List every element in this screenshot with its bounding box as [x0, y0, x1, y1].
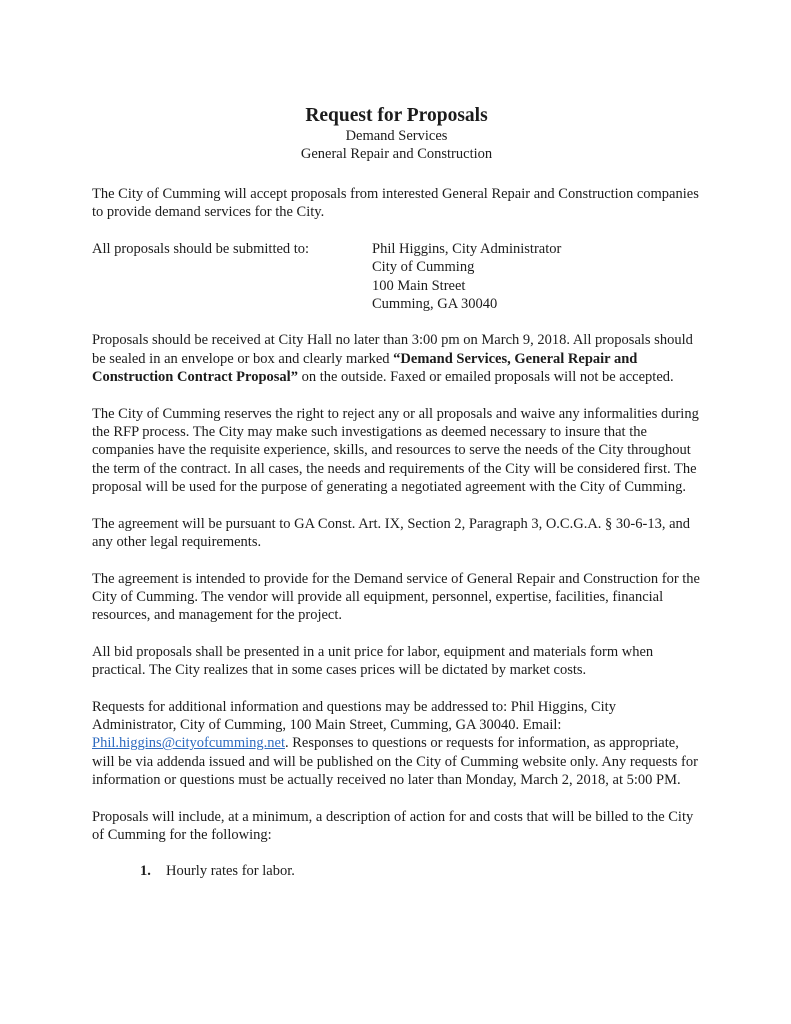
paragraph-pursuant: The agreement will be pursuant to GA Const. Art. IX, Section 2, Paragraph 3, O.C.G.A. § 30-6-13, and any other legal requirements.	[92, 515, 691, 551]
paragraph-reserves-rights: The City of Cumming reserves the right to reject any or all proposals and waive any informalities during the RFP process. The City may make such investigations as deemed necessary to insure that the companies have the requisite experience, skills, and resources to serve the needs of the City throughout the term of the contract. In all cases, the needs and requirements of the City will be considered first. The proposal will be used for the purpose of generating a negotiated agreement with the City of Cumming.	[92, 405, 699, 496]
paragraph-requests	[92, 698, 701, 790]
submission-address	[372, 240, 561, 314]
submission-label: All proposals should be submitted to:	[92, 240, 310, 257]
paragraph-bid-proposals: All bid proposals shall be presented in a unit price for labor, equipment and materials form when practical. The City realizes that in some cases prices will be dictated by market costs.	[92, 643, 654, 679]
address-line-org: City of Cumming	[372, 259, 475, 276]
paragraph-requests-pre: Requests for additional information and questions may be addressed to: Phil Higgins, City Administrator, City of Cumming, 100 Main Street, Cumming, GA 30040. Email:	[92, 698, 616, 733]
paragraph-intro: The City of Cumming will accept proposals from interested General Repair and Construction companies to provide demand services for the City.	[92, 186, 699, 221]
email-link[interactable]: Phil.higgins@cityofcumming.net	[92, 735, 285, 752]
paragraph-received-bold: “Demand Services, General Repair and Construction Contract Proposal”	[92, 350, 638, 386]
address-line-city: Cumming, GA 30040	[372, 296, 498, 313]
subtitle-demand-services: Demand Services	[345, 128, 448, 144]
list-item-number: 1.	[140, 863, 151, 880]
address-line-name: Phil Higgins, City Administrator	[372, 240, 562, 257]
paragraph-intended: The agreement is intended to provide for the Demand service of General Repair and Construction for the City of Cumming. The vendor will provide all equipment, personnel, expertise, facilities, financial resources, and management for the project.	[92, 570, 700, 624]
list-item-text: Hourly rates for labor.	[166, 863, 295, 880]
paragraph-received	[92, 331, 701, 386]
submission-block	[92, 240, 701, 314]
title-block	[92, 104, 701, 163]
paragraph-proposals-include: Proposals will include, at a minimum, a description of action for and costs that will be billed to the City of Cumming for the following:	[92, 808, 694, 843]
paragraph-requests-post: . Responses to questions or requests for information, as appropriate, will be via addenda issued and will be published on the City of Cumming website only. Any requests for information or questions must be actually received no later than Monday, March 2, 2018, at 5:00 PM.	[92, 735, 698, 789]
list-item	[140, 862, 701, 880]
requirements-list	[140, 862, 701, 880]
paragraph-received-post: on the outside. Faxed or emailed proposals will not be accepted.	[297, 369, 674, 386]
subtitle-general-repair: General Repair and Construction	[300, 145, 493, 162]
paragraph-received-pre: Proposals should be received at City Hall no later than 3:00 pm on March 9, 2018. All proposals should be sealed in an envelope or box and clearly marked	[92, 332, 693, 367]
address-line-street: 100 Main Street	[372, 277, 466, 294]
page-title: Request for Proposals	[305, 105, 488, 126]
